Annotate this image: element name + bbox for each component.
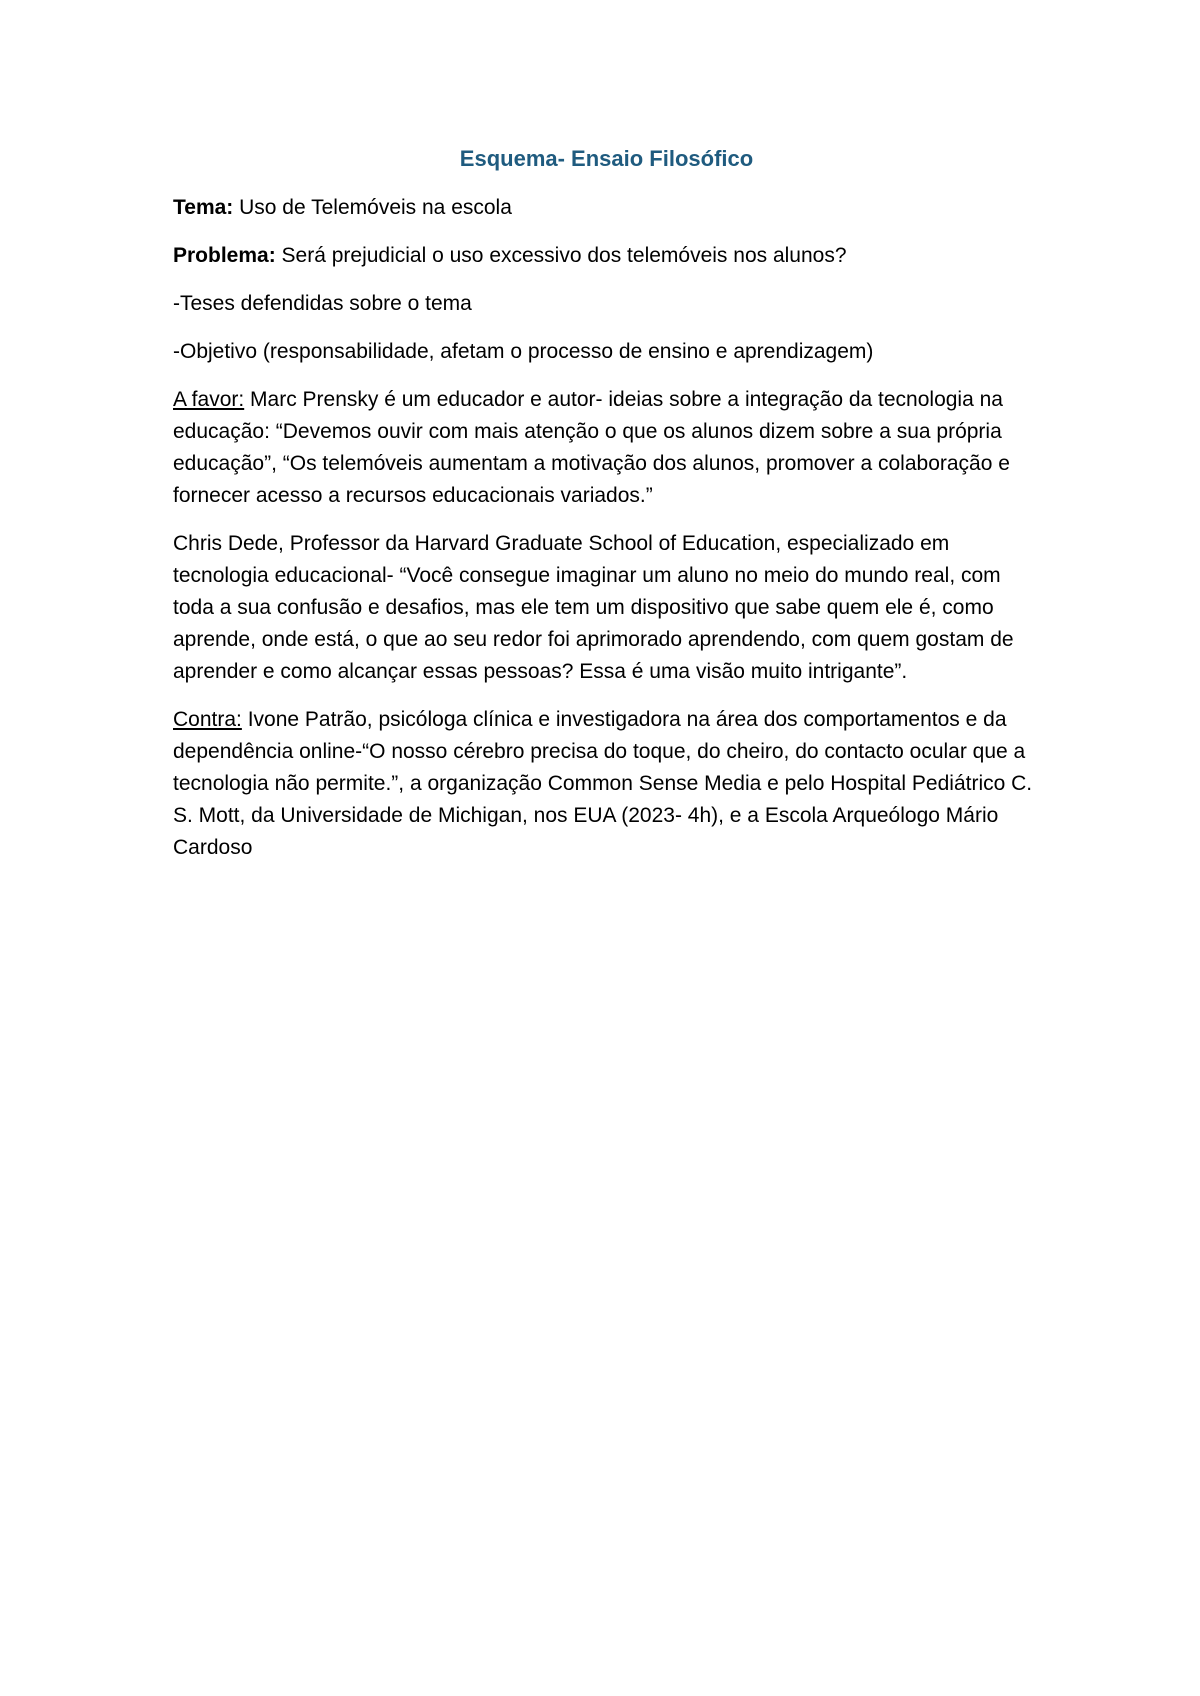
tema-paragraph: [173, 192, 1040, 224]
problema-label: Problema:: [173, 244, 276, 267]
tema-label: Tema:: [173, 196, 234, 219]
tema-text: Uso de Telemóveis na escola: [233, 196, 512, 219]
contra-paragraph: [173, 704, 1040, 864]
problema-paragraph: [173, 240, 1040, 272]
objetivo-paragraph: -Objetivo (responsabilidade, afetam o processo de ensino e aprendizagem): [173, 340, 874, 363]
contra-label: Contra:: [173, 708, 242, 731]
favor-label: A favor:: [173, 388, 245, 411]
problema-text: Será prejudicial o uso excessivo dos telemóveis nos alunos?: [275, 244, 847, 267]
dede-paragraph: Chris Dede, Professor da Harvard Graduate School of Education, especializado em tecnologia educacional- “Você consegue imaginar um aluno no meio do mundo real, com toda a sua confusão e desafios, mas ele tem um dispositivo que sabe quem ele é, como aprende, onde está, o que ao seu redor foi aprimorado aprendendo, com quem gostam de aprender e como alcançar essas pessoas? Essa é uma visão muito intrigante”.: [173, 532, 1014, 683]
favor-paragraph: [173, 384, 1040, 512]
document-title: Esquema- Ensaio Filosófico: [459, 146, 754, 171]
contra-text: Ivone Patrão, psicóloga clínica e investigadora na área dos comportamentos e da dependência online-“O nosso cérebro precisa do toque, do cheiro, do contacto ocular que a tecnologia não permite.”, a organização Common Sense Media e pelo Hospital Pediátrico C. S. Mott, da Universidade de Michigan, nos EUA (2023- 4h), e a Escola Arqueólogo Mário Cardoso: [173, 708, 1033, 859]
teses-paragraph: -Teses defendidas sobre o tema: [173, 292, 472, 315]
favor-text: Marc Prensky é um educador e autor- ideias sobre a integração da tecnologia na educação: “Devemos ouvir com mais atenção o que os alunos dizem sobre a sua própria educação”, “Os telemóveis aumentam a motivação dos alunos, promover a colaboração e fornecer acesso a recursos educacionais variados.”: [173, 388, 1010, 507]
